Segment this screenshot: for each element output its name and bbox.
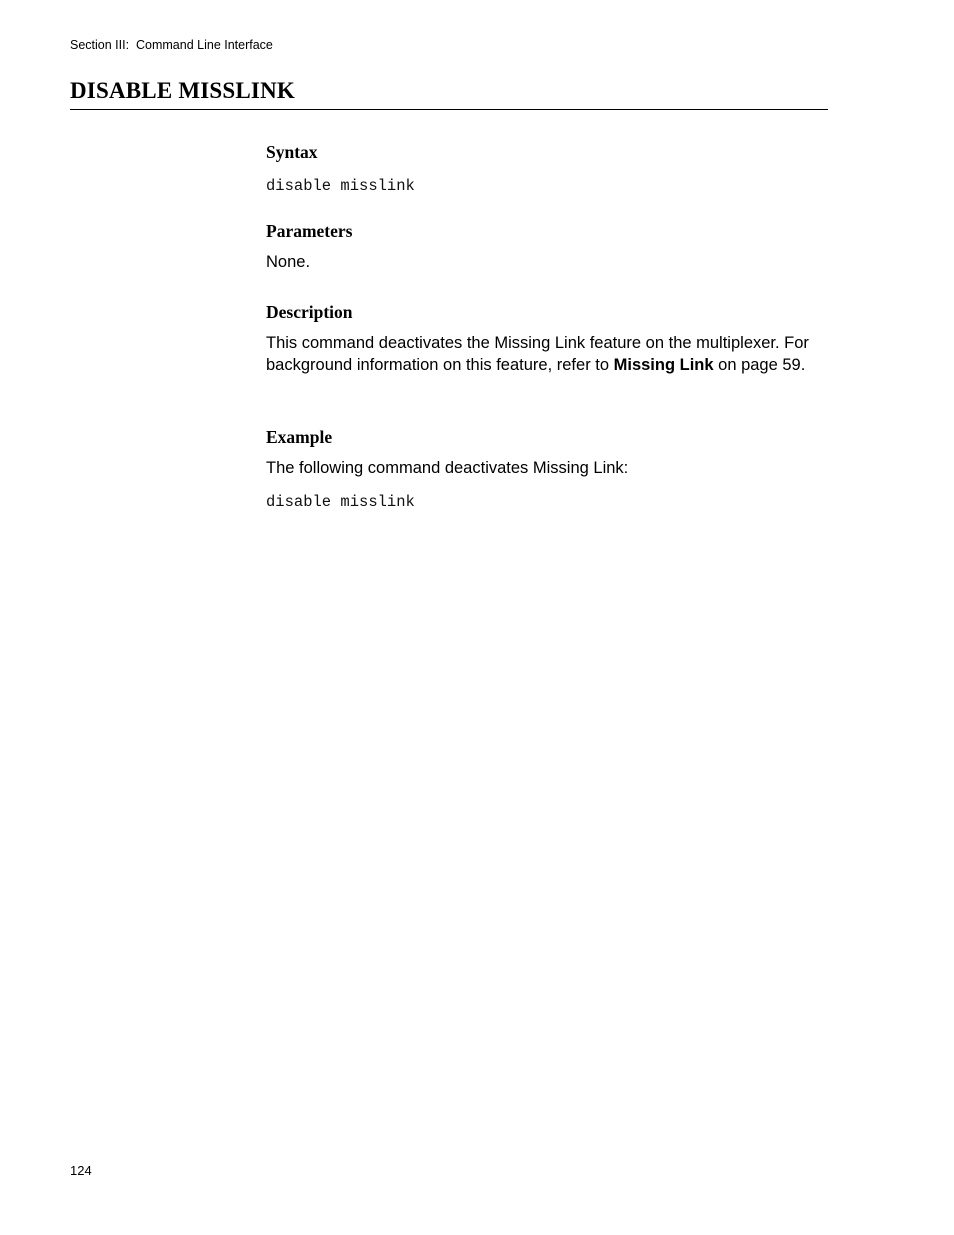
description-text-before: This command deactivates the Missing Link feature on the multiplexer. For background information on this feature, refer to — [266, 334, 809, 374]
page-number: 124 — [70, 1163, 92, 1178]
example-heading: Example — [266, 427, 333, 447]
running-header: Section III: Command Line Interface — [70, 38, 273, 52]
description-heading: Description — [266, 302, 353, 322]
parameters-text: None. — [266, 253, 311, 271]
example-text: The following command deactivates Missing Link: — [266, 459, 629, 477]
title-divider — [70, 109, 828, 110]
description-text-after: on page 59. — [713, 356, 806, 374]
description-text — [266, 332, 826, 376]
parameters-heading: Parameters — [266, 221, 353, 241]
syntax-command: disable misslink — [266, 177, 415, 195]
missing-link-reference[interactable]: Missing Link — [613, 356, 714, 374]
syntax-heading: Syntax — [266, 142, 318, 162]
example-command: disable misslink — [266, 493, 415, 511]
page-title: DISABLE MISSLINK — [70, 78, 295, 103]
